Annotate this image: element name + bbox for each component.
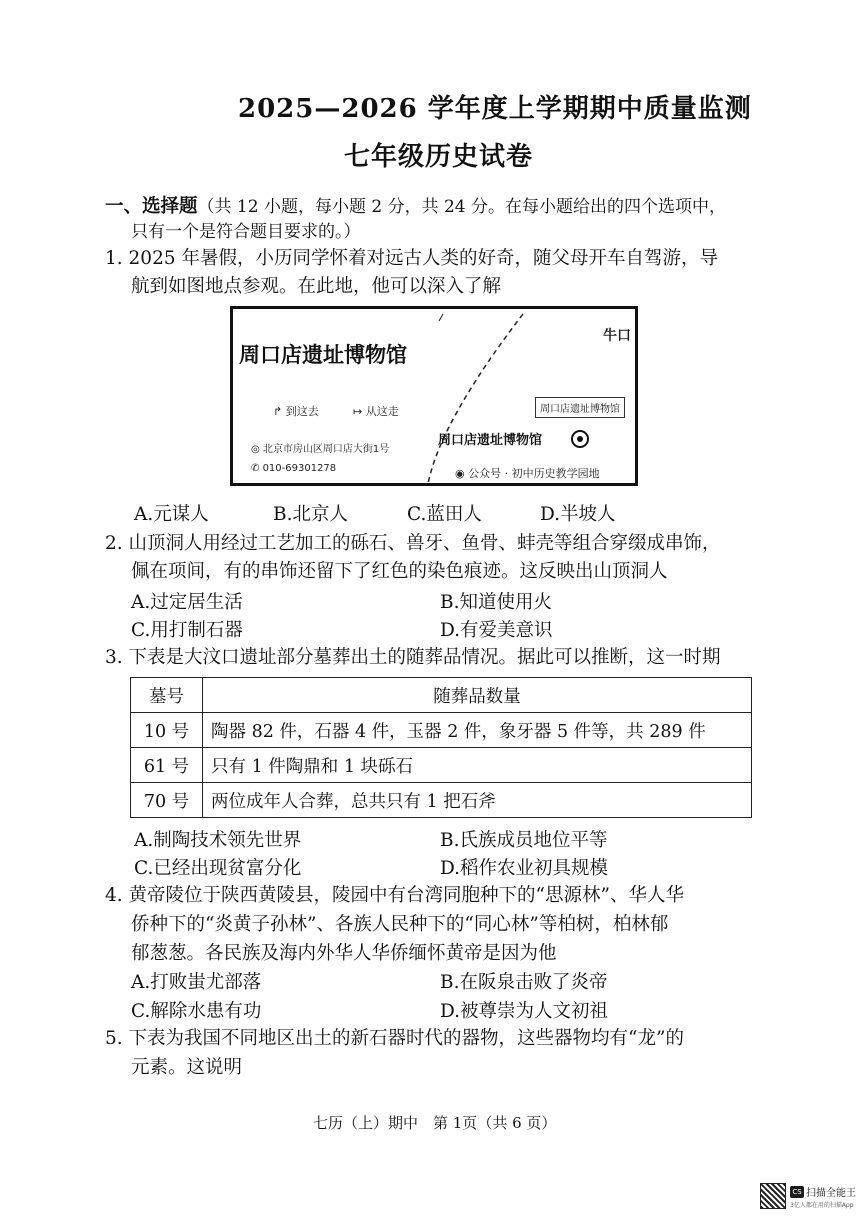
from-here-label: 从这走 [365,405,399,418]
q1-line2: 航到如图地点参观。在此地，他可以深入了解 [131,276,502,297]
q4-line2: 侨种下的“炎黄子孙林”、各族人民种下的“同心林”等柏树，柏林郁 [131,914,669,935]
q2-option-a: A.过定居生活 [131,592,243,613]
section-title: 一、选择题 [105,196,198,217]
map-place-label: 周口店遗址博物馆 [438,433,543,448]
section-note-line2: 只有一个是符合题目要求的。） [131,222,361,242]
q4-option-d: D.被尊崇为人文初祖 [440,1001,609,1022]
museum-map-image [230,306,638,486]
q2-option-b: B.知道使用火 [440,592,552,613]
q1-option-b: B.北京人 [273,504,348,525]
q3-option-b: B.氏族成员地位平等 [440,830,608,851]
qr-code-icon [760,1183,786,1209]
q3-option-c: C.已经出现贫富分化 [134,858,302,879]
page-footer: 七历（上）期中 第 1页（共 6 页） [313,1114,557,1132]
table-header-row [131,678,752,713]
q4-option-c: C.解除水患有功 [131,1001,262,1022]
table-cell-tomb: 70 号 [131,783,203,818]
location-pin-icon: ◎ [251,444,263,455]
scanner-name: 扫描全能王 [806,1188,856,1199]
q1-option-d: D.半坡人 [540,504,616,525]
q2-option-d: D.有爱美意识 [440,620,553,641]
section-note: （共 12 小题，每小题 2 分，共 24 分。在每小题给出的四个选项中， [197,197,727,217]
q2-line2: 佩在项间，有的串饰还留下了红色的染色痕迹。这反映出山顶洞人 [131,561,668,582]
table-row [131,748,752,783]
q5-line1: 5. 下表为我国不同地区出土的新石器时代的器物，这些器物均有“龙”的 [105,1028,684,1049]
turn-arrow-icon: ↱ [273,405,286,418]
go-here-label: 到这去 [285,405,319,418]
q4-option-a: A.打败蚩尤部落 [131,972,262,993]
table-row [131,713,752,748]
camscanner-logo: CS [790,1186,804,1198]
address-text: 北京市房山区周口店大街1号 [262,444,390,455]
exam-subtitle: 七年级历史试卷 [344,142,534,172]
table-cell-goods: 两位成年人合葬，总共只有 1 把石斧 [203,783,752,818]
table-header-goods: 随葬品数量 [203,678,752,713]
go-here-button[interactable] [273,403,319,419]
address-row [251,440,389,455]
q3-option-a: A.制陶技术领先世界 [134,830,302,851]
burial-goods-table [130,677,752,818]
exam-title: 2025—2026 学年度上学期期中质量监测 [238,94,752,124]
watermark-text: 公众号 · 初中历史教学园地 [468,467,600,480]
depart-arrow-icon: ↦ [353,405,366,418]
q1-option-c: C.蓝田人 [407,504,482,525]
table-cell-tomb: 10 号 [131,713,203,748]
phone-text: 010-69301278 [262,463,337,474]
q2-option-c: C.用打制石器 [131,620,243,641]
q3-line1: 3. 下表是大汶口遗址部分墓葬出土的随葬品情况。据此可以推断，这一时期 [105,647,721,668]
phone-icon: ✆ [251,463,263,474]
q2-line1: 2. 山顶洞人用经过工艺加工的砾石、兽牙、鱼骨、蚌壳等组合穿缀成串饰， [105,533,721,554]
q4-option-b: B.在阪泉击败了炎帝 [440,972,608,993]
table-row [131,783,752,818]
q5-line2: 元素。这说明 [131,1057,243,1078]
q1-option-a: A.元谋人 [134,504,209,525]
phone-row [251,463,336,474]
map-marker-icon [569,428,591,450]
q1-line1: 1. 2025 年暑假，小历同学怀着对远古人类的好奇，随父母开车自驾游，导 [105,248,718,269]
map-watermark [455,465,600,481]
q4-line1: 4. 黄帝陵位于陕西黄陵县，陵园中有台湾同胞种下的“思源林”、华人华 [105,885,684,906]
q3-option-d: D.稻作农业初具规模 [440,858,609,879]
wechat-icon: ◉ [455,467,469,480]
q4-line3: 郁葱葱。各民族及海内外华人华侨缅怀黄帝是因为他 [131,943,557,964]
table-cell-tomb: 61 号 [131,748,203,783]
map-museum-title: 周口店遗址博物馆 [239,343,407,367]
scanner-subtitle: 3亿人都在用的扫描App [790,1202,854,1209]
map-corner-label: 牛口 [603,328,631,344]
from-here-button[interactable] [353,403,399,419]
table-cell-goods: 只有 1 件陶鼎和 1 块砾石 [203,748,752,783]
table-header-tomb: 墓号 [131,678,203,713]
table-cell-goods: 陶器 82 件，石器 4 件，玉器 2 件，象牙器 5 件等，共 289 件 [203,713,752,748]
section-heading [105,193,726,221]
map-callout-box: 周口店遗址博物馆 [535,397,625,418]
